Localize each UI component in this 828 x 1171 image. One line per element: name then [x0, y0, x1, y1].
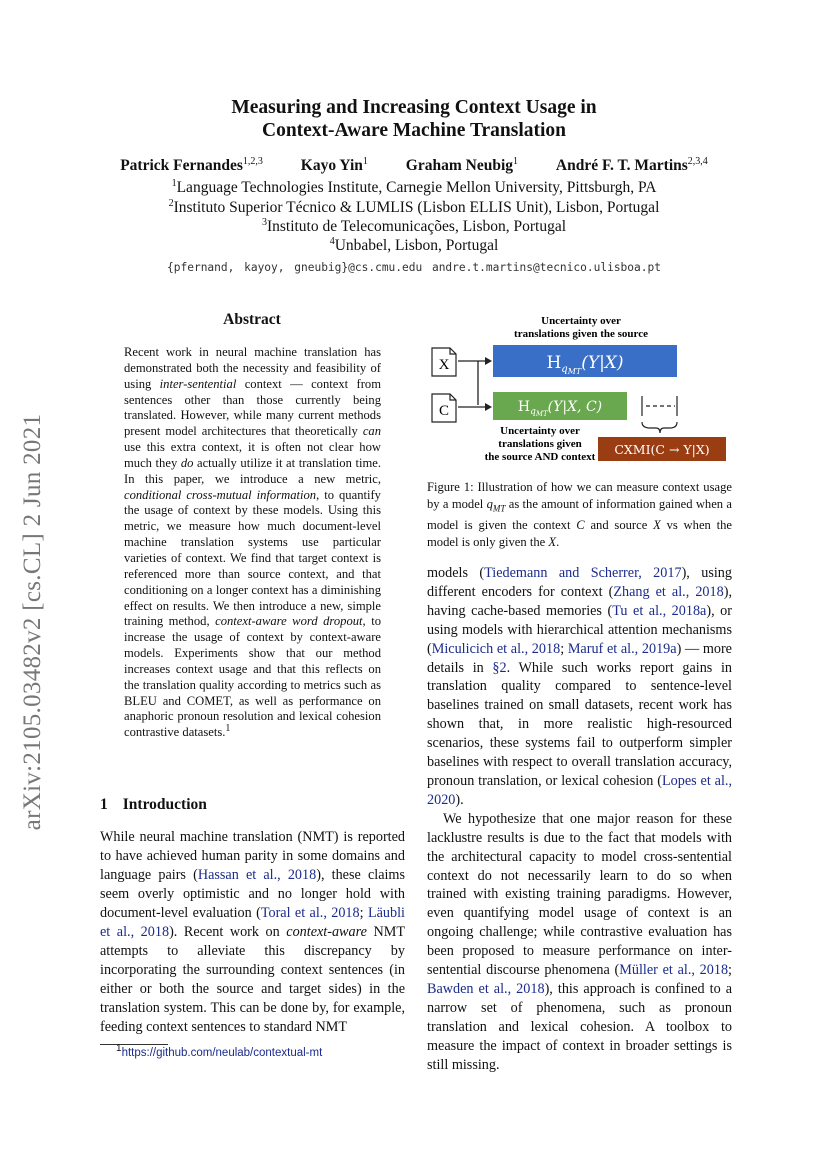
intro-paragraph: While neural machine translation (NMT) is reported to have achieved human parity in some domains and language pairs (Hassan et al., 2018), these claims seem overly optimistic and no longer hold with document-level evaluation (Toral et al., 2018; Läubli et al., 2018). Recent work on context-aware NMT attempts to alleviate this discrepancy by incorporating the surrounding context sentences (in either or both the source and target sides) in the translation system. This can be done by, for example, feeding context sentences to standard NMT — [100, 829, 406, 1035]
paragraph: models (Tiedemann and Scherrer, 2017), using different encoders for context (Zhang et al., 2018), having cache-based memories (Tu et al., 2018a), or using models with hierarchical attention mechanisms (Miculicich et al., 2018; Maruf et al., 2019a) — more details in §2. While such works report gains in translation quality compared to sentence-level baselines trained on small datasets, recent work has shown that, in more realistic high-resourced scenarios, these systems fail to outperform simpler baselines with respect to overall translation accuracy, pronoun translation, or lexical cohesion (Lopes et al., 2020). — [427, 565, 733, 808]
right-column-body — [427, 564, 732, 1074]
footnote-marker[interactable]: 1 — [225, 723, 231, 735]
citation-link[interactable]: Tu et al., 2018a — [612, 602, 707, 619]
citation-link[interactable]: Hassan et al., 2018 — [197, 867, 317, 883]
affiliation: $^3$Instituto de Telecomunicações, Lisbon, Portugal — [261, 216, 567, 235]
paper-title — [0, 96, 828, 142]
flow-arrows — [458, 361, 488, 407]
context-document-icon — [432, 394, 456, 422]
figure-caption: Figure 1: Illustration of how we can measure context usage by a model $q_{MT}$ as the amount of information gained when a model is given the context C and source X vs when the model is only given the X. — [427, 480, 733, 549]
title-line-1: Measuring and Increasing Context Usage in — [231, 97, 597, 118]
author-list — [0, 157, 828, 175]
footnote-divider — [100, 1044, 168, 1045]
label-uncertainty-context-2: translations given — [498, 438, 582, 450]
author: Patrick Fernandes$^{1,2,3}$ — [120, 155, 263, 174]
label-uncertainty-context: Uncertainty over — [500, 425, 580, 437]
citation-link[interactable]: Maruf et al., 2019a — [567, 640, 677, 657]
cxmi-label: CXMI(C → Y|X) — [614, 442, 710, 457]
citation-link[interactable]: Zhang et al., 2018 — [613, 583, 724, 600]
arxiv-identifier: arXiv:2105.03482v2 [cs.CL] 2 Jun 2021 — [19, 413, 46, 831]
section-heading: 1 Introduction — [100, 796, 207, 813]
author: Kayo Yin$^1$ — [300, 155, 368, 174]
paragraph: We hypothesize that one major reason for these lacklustre results is due to the fact that models with the architectural capacity to model cross-sentential context do not necessarily learn to do so when trained with existing training paradigms. However, even quantifying model usage of context is an ongoing challenge; while contrastive evaluation has been proposed to measure performance on inter-sentential discourse phenomena (Müller et al., 2018; Bawden et al., 2018), this approach is confined to a narrow set of phenomena, such as pronoun translation and lexical cohesion. A toolbox to measure the impact of context in broader settings is still missing. — [427, 810, 732, 1073]
svg-text:X: X — [438, 357, 450, 373]
footnote-link[interactable]: https://github.com/neulab/contextual-mt — [121, 1047, 323, 1059]
context-entropy-label: $H_qMT(Y|X$, C) — [517, 399, 603, 418]
label-uncertainty-source: Uncertainty over — [541, 315, 621, 327]
citation-link[interactable]: Tiedemann and Scherrer, 2017 — [484, 565, 682, 581]
source-entropy-label: $H_qMT(Y|X)$ — [546, 353, 624, 376]
citation-link[interactable]: Läubli et al., 2018 — [100, 905, 405, 940]
footnote: $^1$https://github.com/neulab/contextual-mt — [116, 1043, 323, 1059]
abstract-heading: Abstract — [223, 311, 281, 328]
affiliation: $^2$Instituto Superior Técnico & LUMLIS (Lisbon ELLIS Unit), Lisbon, Portugal — [168, 197, 660, 216]
author: Graham Neubig$^1$ — [405, 155, 519, 174]
citation-link[interactable]: Bawden et al., 2018 — [427, 980, 545, 997]
title-line-2: Context-Aware Machine Translation — [261, 120, 567, 141]
affiliation: $^4$Unbabel, Lisbon, Portugal — [329, 235, 499, 254]
svg-text:C: C — [438, 403, 450, 419]
citation-link[interactable]: Lopes et al., 2020 — [427, 772, 732, 808]
arrow-head — [485, 403, 492, 411]
citation-link[interactable]: Müller et al., 2018 — [619, 962, 729, 979]
section-link[interactable]: §2 — [492, 659, 507, 676]
citation-link[interactable]: Toral et al., 2018 — [260, 905, 360, 921]
affiliation: $^1$Language Technologies Institute, Carnegie Mellon University, Pittsburgh, PA — [171, 177, 657, 196]
source-document-icon — [432, 348, 456, 376]
author: André F. T. Martins$^{2,3,4}$ — [555, 155, 708, 174]
abstract-body: Recent work in neural machine translation has demonstrated both the necessity and feasibility of using inter-sentential context — context from sentences other than those currently being translated. However, while many current methods present model architectures that theoretically can use this extra context, it is often not clear how much they do actually utilize it at translation time. In this paper, we introduce a new metric, conditional cross-mutual information, to quantify the usage of context by these models. Using this metric, we measure how much document-level machine translation systems use particular varieties of context. We find that target context is referenced more than source context, and that conditioning on a longer context has a diminishing effect on results. We then introduce a new, simple training method, context-aware word dropout, to increase the usage of context by context-aware models. Experiments show that our method increases context usage and that this reflects on the translation quality according to metrics such as BLEU and COMET, as well as performance on anaphoric pronoun resolution and lexical cohesion contrastive datasets.$^1$ — [124, 345, 381, 740]
citation-link[interactable]: Miculicich et al., 2018 — [431, 640, 561, 657]
arrow-head — [485, 357, 492, 365]
label-uncertainty-source-2: translations given the source — [514, 328, 648, 340]
figure-diagram — [420, 310, 740, 470]
difference-bracket — [642, 396, 677, 433]
author-emails: {pfernand, kayoy, gneubig}@cs.cmu.edu andre.t.martins@tecnico.ulisboa.pt — [167, 261, 661, 274]
label-uncertainty-context-3: the source AND context — [484, 451, 596, 463]
